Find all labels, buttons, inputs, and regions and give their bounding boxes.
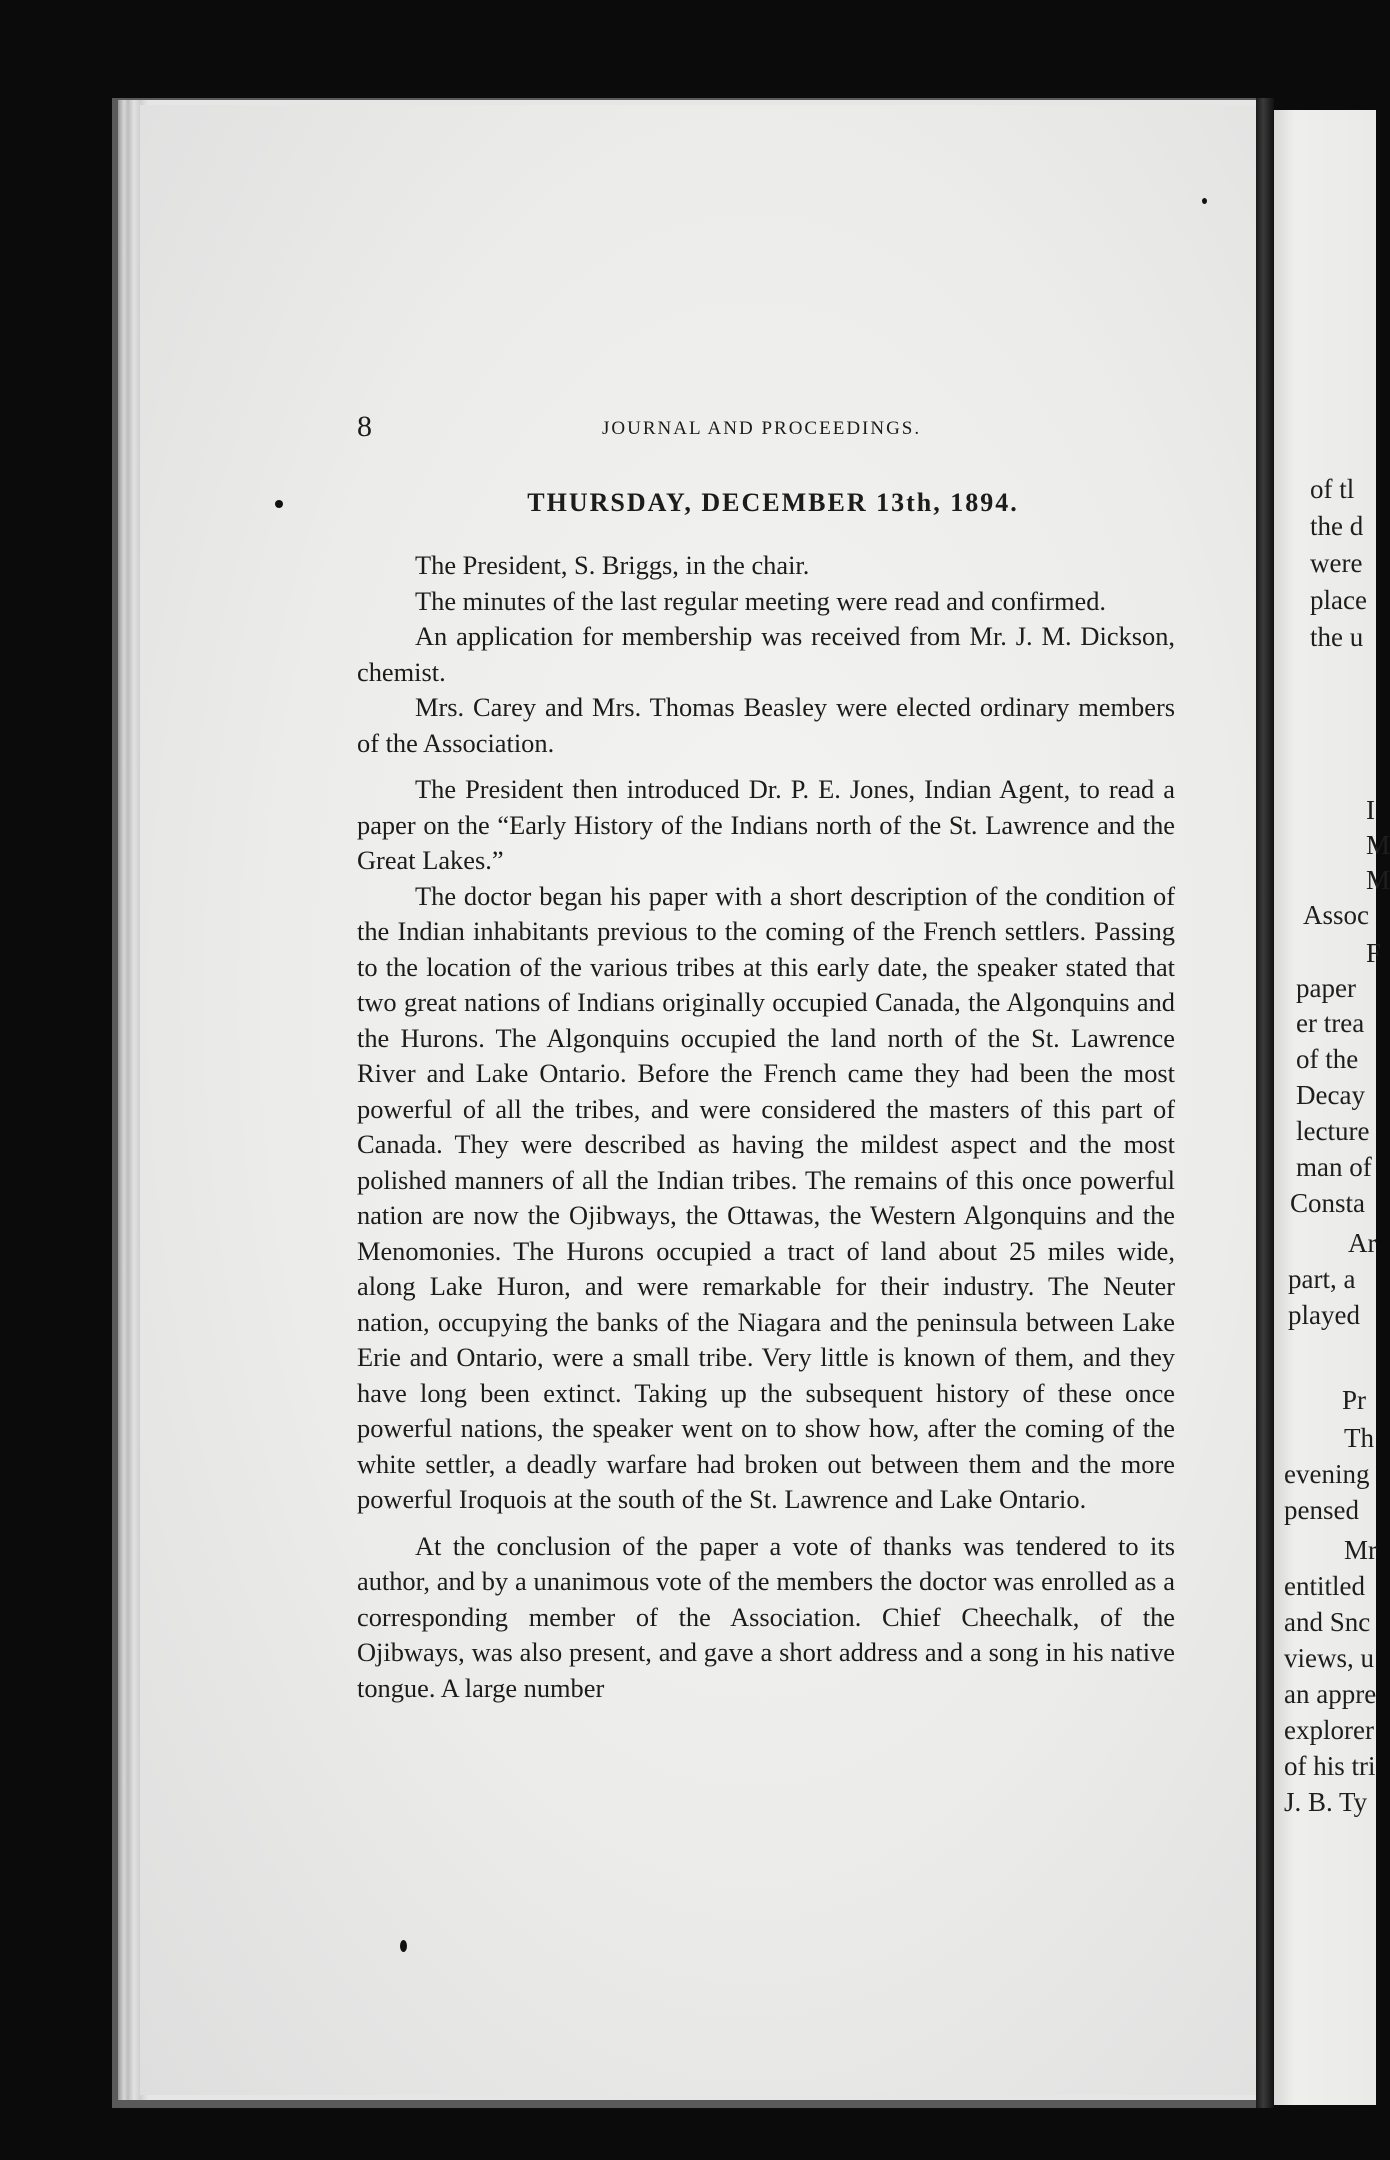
paragraph-chair: The President, S. Briggs, in the chair. [415,550,810,580]
facing-line: the d [1310,511,1364,541]
facing-line: M [1366,830,1390,860]
paragraph-summary: The doctor began his paper with a short description of the condition of the Indian inhabitants previous to the coming of the French settlers. Passing to the location of the various tribes at this early date, the speaker stated that two great nations of Indians originally occupied Canada, the Algonquins and the Hurons. The Algonquins occupied the land north of the St. Lawrence River and Lake Ontario. Before the French came they had been the most powerful of all the tribes, and were considered the masters of this part of Canada. They were described as having the mildest aspect and the most polished manners of all the Indian tribes. The remains of this once powerful nation are now the Ojibways, the Ottawas, the Western Algonquins and the Menomonies. The Hurons occupied a tract of land about 25 miles wide, along Lake Huron, and were remarkable for their industry. The Neuter nation, occupying the banks of the Niagara and the peninsula between Lake Erie and Ontario, were a small tribe. Very little is known of them, and they have long been extinct. Taking up the subsequent history of these once powerful nations, the speaker went on to show how, after the coming of the white settler, a deadly warfare had broken out between them and the more powerful Iroquois at the south of the St. Lawrence and Lake Ontario. [357,880,1175,1514]
facing-line: views, u [1284,1643,1374,1673]
paragraph-introduction: The President then introduced Dr. P. E. Jones, Indian Agent, to read a paper on the “Early History of the Indians north of the St. Lawrence and the Great Lakes.” [357,774,1175,875]
facing-line: F [1366,938,1382,968]
running-head: JOURNAL AND PROCEEDINGS. [602,418,922,439]
facing-line: played [1288,1300,1360,1330]
page-number: 8 [357,410,372,443]
facing-line: er trea [1296,1008,1365,1038]
book-gutter [1256,98,1274,2108]
facing-line: man of [1296,1152,1372,1182]
facing-line: Ar [1348,1228,1377,1258]
facing-line: part, a [1288,1264,1356,1294]
facing-line: were [1310,548,1363,578]
facing-line: evening [1284,1459,1370,1489]
facing-line: and Snc [1284,1607,1371,1637]
facing-line: Pr [1342,1385,1367,1415]
paragraph-election: Mrs. Carey and Mrs. Thomas Beasley were elected ordinary members of the Association. [357,692,1175,758]
scan-speck [1202,198,1207,204]
body-text [357,548,1175,1706]
page-header [357,410,1187,450]
facing-line: lecture [1296,1116,1370,1146]
facing-line: of his tri [1284,1751,1376,1781]
facing-line: of the [1296,1044,1359,1074]
facing-line: Th [1344,1423,1374,1453]
facing-line: an appre [1284,1679,1377,1709]
facing-line: of tl [1310,474,1355,504]
facing-line: J. B. Ty [1284,1787,1368,1817]
facing-line: M [1366,865,1390,895]
facing-line: explorer [1284,1715,1374,1745]
scan-speck [400,1940,407,1952]
facing-page [1274,110,1390,2105]
facing-line: the u [1310,622,1364,652]
paragraph-minutes: The minutes of the last regular meeting were read and confirmed. [415,585,1107,616]
facing-line: Consta [1290,1188,1366,1218]
facing-line: paper [1296,973,1356,1003]
date-heading: THURSDAY, DECEMBER 13th, 1894. [527,488,1019,517]
paragraph-application: An application for membership was received from Mr. J. M. Dickson, chemist. [357,621,1175,687]
scan-speck [275,500,283,508]
facing-line: place [1310,585,1367,615]
facing-line: Mr [1344,1535,1377,1565]
paragraph-conclusion: At the conclusion of the paper a vote of thanks was tendered to its author, and by a unanimous vote of the members the doctor was enrolled as a corresponding member of the Association. Chief Cheechalk, of the Ojibways, was also present, and gave a short address and a song in his native tongue. A large number [357,1530,1175,1703]
facing-line: Decay [1296,1080,1365,1110]
facing-line: I [1366,795,1375,825]
facing-line: Assoc [1303,900,1369,930]
facing-line: entitled [1284,1571,1365,1601]
facing-line: pensed [1284,1495,1359,1525]
